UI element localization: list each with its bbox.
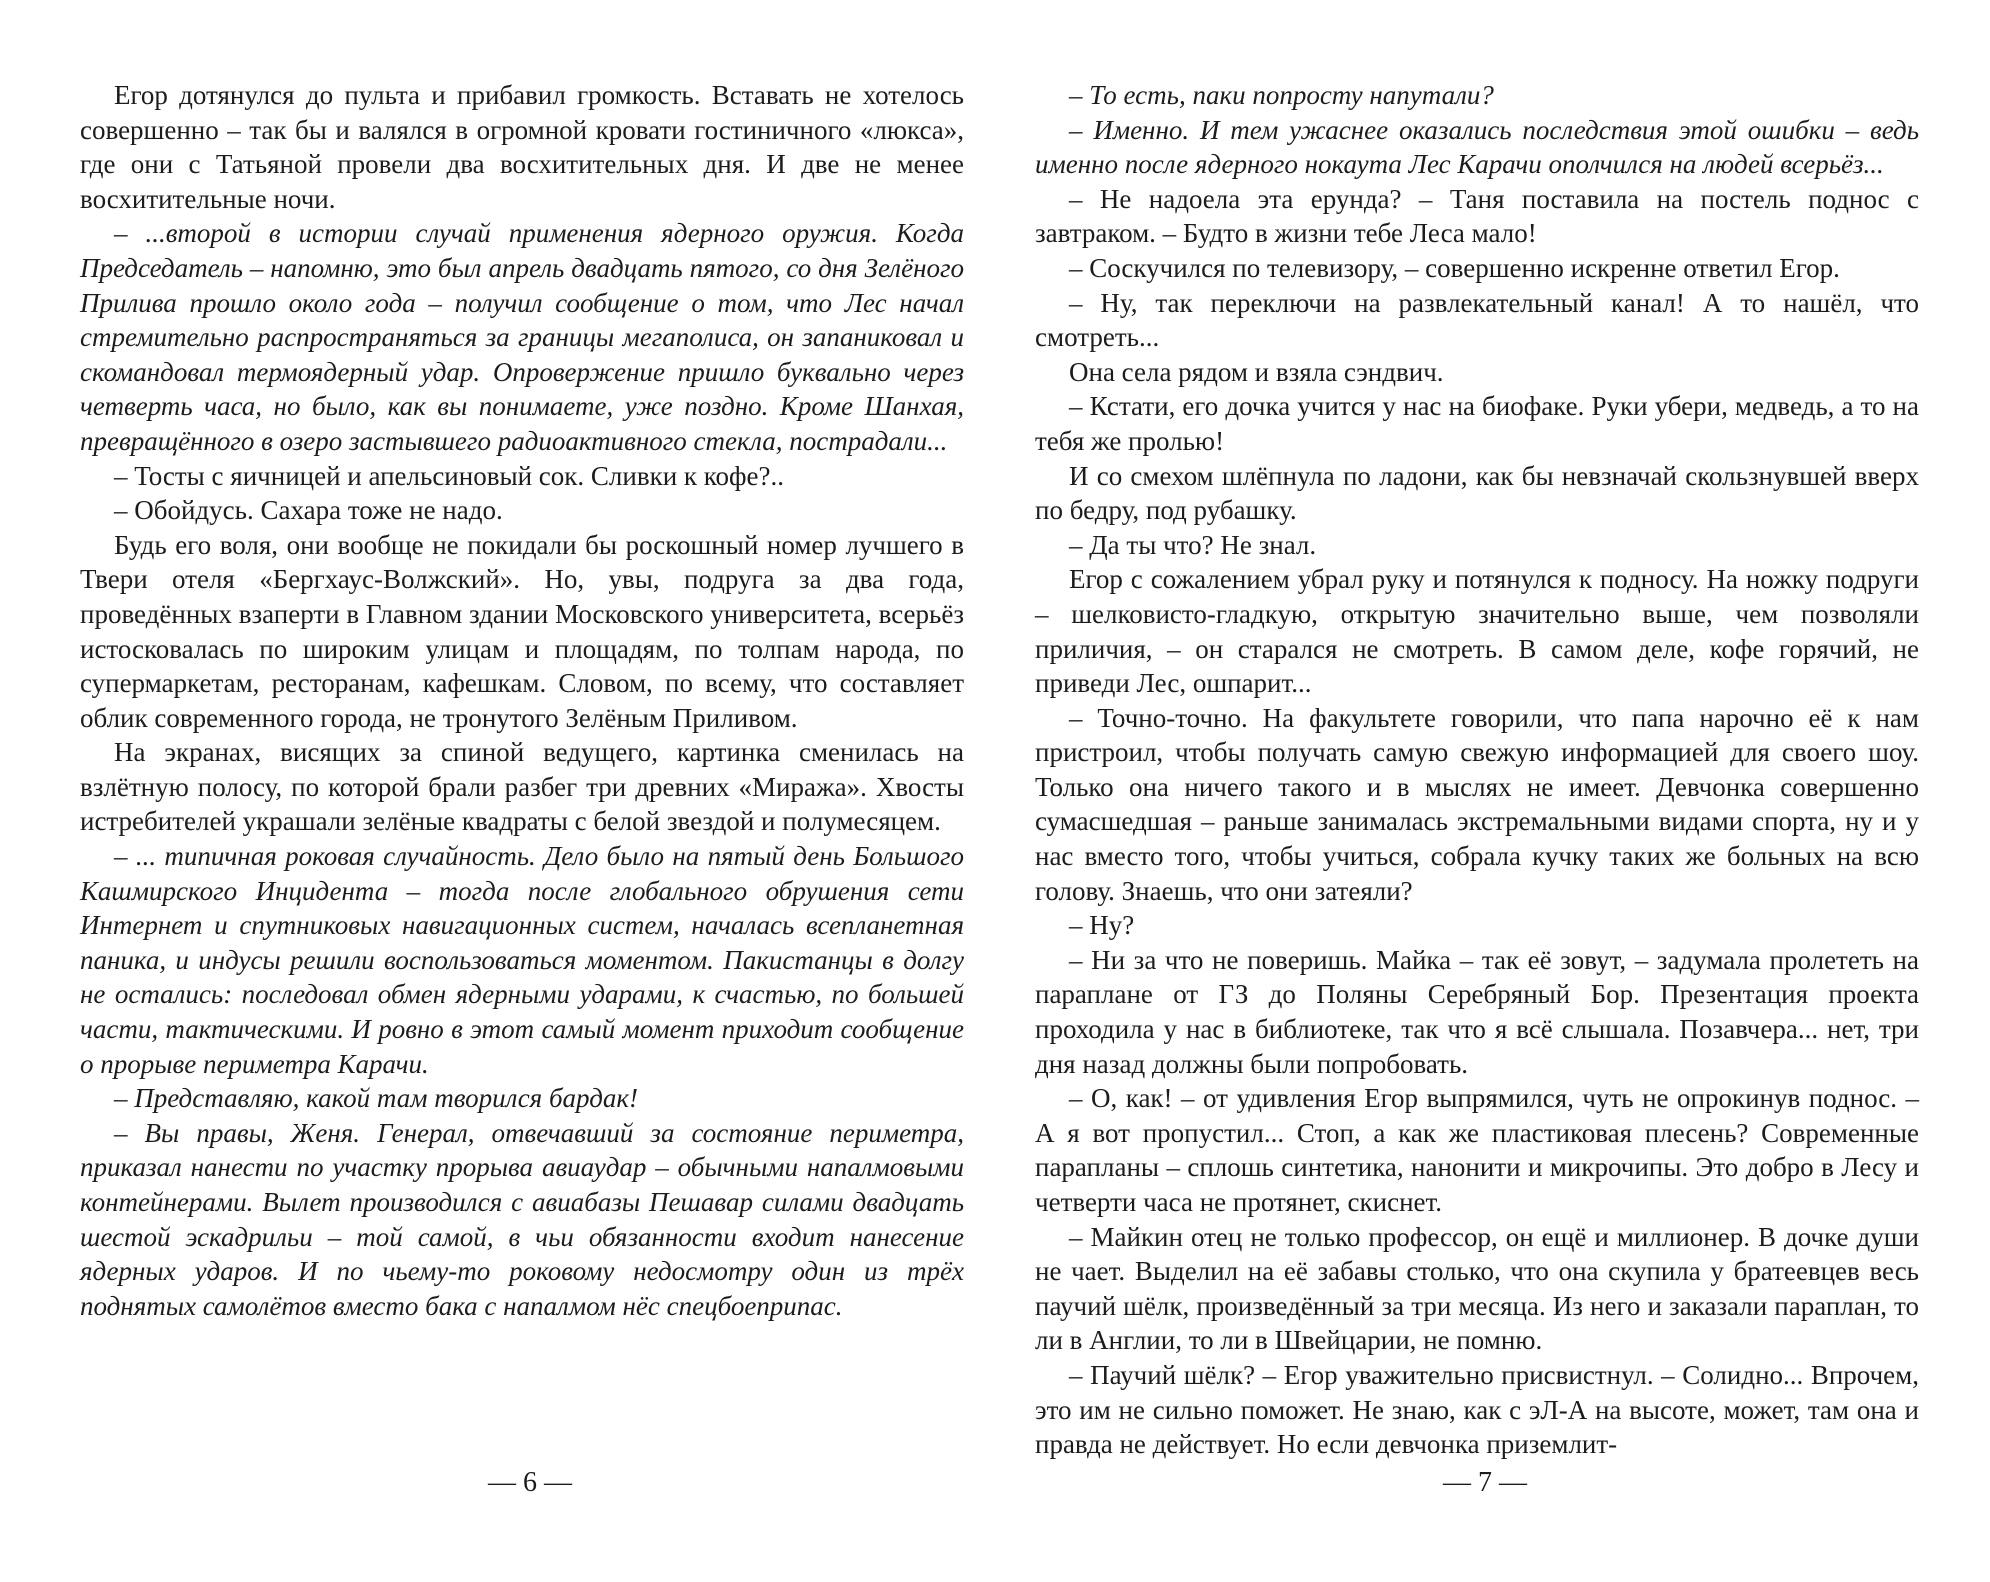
paragraph: – Майкин отец не только профессор, он ещё и миллионер. В дочке души не чает. Выделил на её забавы столько, что она скупила у братеевцев весь паучий шёлк, произведённый за три месяца. Из него и заказали параплан, то ли в Англии, то ли в Швейцарии, не помню. <box>1035 1221 1919 1356</box>
paragraph: – Именно. И тем ужаснее оказались последствия этой ошибки – ведь именно после ядерного нокаута Лес Карачи ополчился на людей всерьёз... <box>1035 114 1919 180</box>
paragraph: – Ни за что не поверишь. Майка – так её зовут, – задумала пролететь на параплане от ГЗ до Поляны Серебряный Бор. Презентация проекта проходила у нас в библиотеке, так что я всё слышала. Позавчера... нет, три дня назад должны были попробовать. <box>1035 944 1919 1079</box>
right-page-text <box>1035 78 1919 1462</box>
paragraph: – Не надоела эта ерунда? – Таня поставила на постель поднос с завтраком. – Будто в жизни тебе Леса мало! <box>1035 183 1919 249</box>
page-number-left: — 6 — <box>488 1467 572 1498</box>
paragraph: – Соскучился по телевизору, – совершенно искренне ответил Егор. <box>1069 252 1840 283</box>
paragraph: – Тосты с яичницей и апельсиновый сок. Сливки к кофе?.. <box>114 460 784 491</box>
paragraph: – Ну? <box>1069 910 1135 941</box>
paragraph: – Кстати, его дочка учится у нас на биофаке. Руки убери, медведь, а то на тебя же пролью! <box>1035 391 1919 456</box>
paragraph: – ... типичная роковая случайность. Дело было на пятый день Большого Кашмирского Инцидента – тогда после глобального обрушения сети Интернет и спутниковых навигационных систем, началась всепланетная паника, и индусы решили воспользоваться моментом. Пакистанцы в долгу не остались: последовал обмен ядерными ударами, к счастью, по большей части, тактическими. И ровно в этот самый момент приходит сообщение о прорыве периметра Карачи. <box>80 841 964 1079</box>
paragraph: – Обойдусь. Сахара тоже не надо. <box>114 495 503 526</box>
paragraph: – То есть, паки попросту напутали? <box>1069 80 1494 110</box>
page-number-right: — 7 — <box>1443 1467 1527 1498</box>
paragraph: Будь его воля, они вообще не покидали бы роскошный номер лучшего в Твери отеля «Бергхаус-Волжский». Но, увы, подруга за два года, проведённых взаперти в Главном здании Московского университета, всерьёз истосковалась по широким улицам и площадям, по толпам народа, по супермаркетам, ресторанам, кафешкам. Словом, по всему, что составляет облик современного города, не тронутого Зелёным Приливом. <box>80 529 964 733</box>
right-page <box>1035 78 1919 1462</box>
paragraph: – Точно-точно. На факультете говорили, что папа нарочно её к нам пристроил, чтобы получать самую свежую информацией для своего шоу. Только она ничего такого и в мыслях не имеет. Девчонка совершенно сумасшедшая – раньше занималась экстремальными видами спорта, ну и у нас вместо того, чтобы учиться, собрала кучку таких же больных на всю голову. Знаешь, что они затеяли? <box>1035 702 1919 906</box>
paragraph: – Паучий шёлк? – Егор уважительно присвистнул. – Солидно... Впрочем, это им не сильно поможет. Не знаю, как с эЛ-А на высоте, может, там она и правда не действует. Но если девчонка приземлит- <box>1035 1359 1919 1460</box>
paragraph: – Ну, так переключи на развлекательный канал! А то нашёл, что смотреть... <box>1035 287 1919 353</box>
paragraph: И со смехом шлёпнула по ладони, как бы невзначай скользнувшей вверх по бедру, под рубашку. <box>1035 460 1919 526</box>
paragraph: – О, как! – от удивления Егор выпрямился, чуть не опрокинув поднос. – А я вот пропустил... Стоп, а как же пластиковая плесень? Современные парапланы – сплошь синтетика, нанонити и микрочипы. Это добро в Лесу и четверти часа не протянет, скиснет. <box>1035 1083 1919 1217</box>
paragraph: – Вы правы, Женя. Генерал, отвечавший за состояние периметра, приказал нанести по участку прорыва авиаудар – обычными напалмовыми контейнерами. Вылет производился с авиабазы Пешавар силами двадцать шестой эскадрильи – той самой, в чьи обязанности входит нанесение ядерных ударов. И по чьему-то роковому недосмотру один из трёх поднятых самолётов вместо бака с напалмом нёс спецбоеприпас. <box>80 1117 964 1321</box>
paragraph: Егор с сожалением убрал руку и потянулся к подносу. На ножку подруги – шелковисто-гладкую, открытую значительно выше, чем позволяли приличия, – он старался не смотреть. В самом деле, кофе горячий, не приведи Лес, ошпарит... <box>1035 564 1919 699</box>
paragraph: Егор дотянулся до пульта и прибавил громкость. Вставать не хотелось совершенно – так бы и валялся в огромной кровати гостиничного «люкса», где они с Татьяной провели два восхитительных дня. И две не менее восхитительные ночи. <box>80 80 964 214</box>
left-page <box>80 78 964 1323</box>
left-page-text <box>80 78 964 1323</box>
paragraph: На экранах, висящих за спиной ведущего, картинка сменилась на взлётную полосу, по которой брали разбег три древних «Миража». Хвосты истребителей украшали зелёные квадраты с белой звездой и полумесяцем. <box>80 737 964 837</box>
paragraph: – Представляю, какой там творился бардак! <box>114 1083 638 1114</box>
paragraph: – Да ты что? Не знал. <box>1069 529 1317 560</box>
paragraph: – ...второй в истории случай применения ядерного оружия. Когда Председатель – напомню, это был апрель двадцать пятого, со дня Зелёного Прилива прошло около года – получил сообщение о том, что Лес начал стремительно распространяться за границы мегаполиса, он запаниковал и скомандовал термоядерный удар. Опровержение пришло буквально через четверть часа, но было, как вы понимаете, уже поздно. Кроме Шанхая, превращённого в озеро застывшего радиоактивного стекла, пострадали... <box>80 218 964 456</box>
paragraph: Она села рядом и взяла сэндвич. <box>1069 356 1444 387</box>
